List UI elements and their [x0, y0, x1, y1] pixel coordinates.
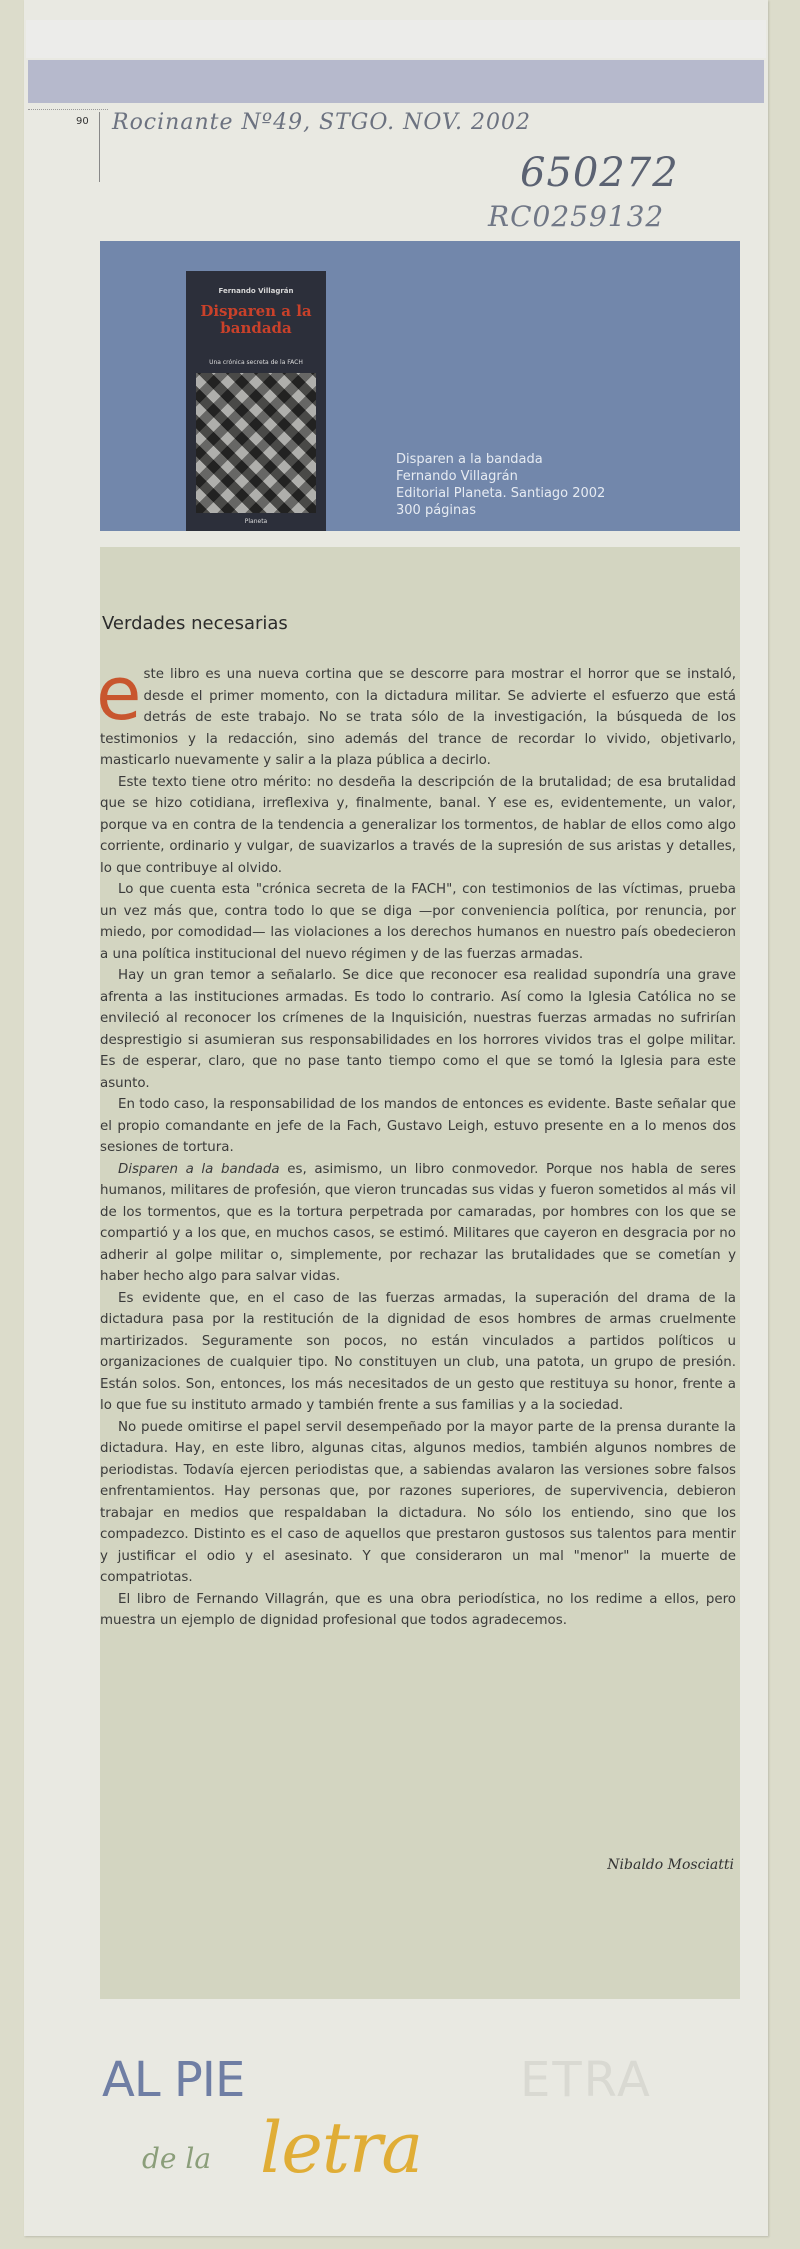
- cover-publisher: Planeta: [244, 518, 268, 525]
- article-title: Verdades necesarias: [102, 613, 288, 634]
- paragraph: Es evidente que, en el caso de las fuerzas armadas, la superación del drama de la dictadura pasa por la restitución de la dignidad de esos hombres de armas cruelmente martirizados. Seguramente son pocos, no están vinculados a partidos políticos u organizaciones de cualquier tipo. No constituyen un club, una patota, un grupo de presión. Están solos. Son, entonces, los más necesitados de un gesto que restituya su honor, frente a lo que fue su instituto armado y también frente a sus familias y a la sociedad.: [100, 1290, 736, 1413]
- handwritten-citation: Rocinante Nº49, STGO. NOV. 2002: [112, 110, 532, 135]
- sheet-top-band: [26, 20, 766, 58]
- paragraph: El libro de Fernando Villagrán, que es una obra periodística, no los redime a ellos, pero muestra un ejemplo de dignidad profesional que todos agradecemos.: [100, 1591, 736, 1628]
- book-info-box: [100, 241, 740, 531]
- book-author: Fernando Villagrán: [396, 469, 518, 484]
- paragraph-text: es, asimismo, un libro conmovedor. Porque nos habla de seres humanos, militares de profesión, que vieron truncadas sus vidas y fueron sometidos al más vil de los tormentos, que es la tortura perpetrada por camaradas, por hombres con los que se compartió y a los que, en muchos casos, se estimó. Militares que cayeron en desgracia por no adherir al golpe militar o, simplemente, por rechazar las brutalidades que se cometían y haber hecho algo para salvar vidas.: [100, 1161, 736, 1284]
- section-logo: [100, 2030, 740, 2200]
- paragraph: [100, 1159, 736, 1288]
- paragraph: [96, 651, 736, 772]
- logo-letra: letra: [260, 2107, 423, 2189]
- article-body: [96, 651, 736, 1632]
- paragraph: En todo caso, la responsabilidad de los mandos de entonces es evidente. Baste señalar que el propio comandante en jefe de la Fach, Gustavo Leigh, estuvo presente en a lo menos dos sesiones de tortura.: [100, 1097, 736, 1155]
- logo-al-pie: AL PIE: [102, 2052, 245, 2108]
- article-box: [96, 547, 740, 1999]
- book-pages: 300 páginas: [396, 503, 477, 518]
- margin-line: [99, 112, 100, 182]
- logo-ghost-text: ETRA: [520, 2052, 652, 2108]
- handwritten-code: 650272: [520, 150, 679, 196]
- book-publisher: Editorial Planeta. Santiago 2002: [396, 486, 606, 501]
- paragraph-text: ste libro es una nueva cortina que se descorre para mostrar el horror que se instaló, desde el primer momento, con la dictadura militar. Se advierte el esfuerzo que está detrás de este trabajo. No se trata sólo de la investigación, la búsqueda de los testimonios y la redacción, sino además del trance de recordar lo vivido, objetivarlo, masticarlo nuevamente y salir a la plaza pública a decirlo.: [100, 667, 736, 768]
- page-number: 90: [76, 116, 89, 127]
- cover-artwork: [196, 373, 316, 513]
- drop-cap: e: [96, 651, 142, 737]
- cover-title: Disparen a la bandada: [200, 302, 312, 337]
- book-cover-image: [186, 271, 326, 531]
- header-color-bar: [28, 60, 764, 103]
- paragraph: Lo que cuenta esta "crónica secreta de la FACH", con testimonios de las víctimas, prueba un vez más que, contra todo lo que se diga —por conveniencia política, por renuncia, por miedo, por comodidad— las violaciones a los derechos humanos en nuestro país obedecieron a una política institucional del nuevo régimen y de las fuerzas armadas.: [100, 882, 736, 962]
- author-signature: Nibaldo Mosciatti: [607, 1857, 734, 1873]
- paragraph: Este texto tiene otro mérito: no desdeña la descripción de la brutalidad; de esa brutalidad que se hizo cotidiana, irreflexiva y, finalmente, banal. Y ese es, evidentemente, un valor, porque va en contra de la tendencia a generalizar los tormentos, de hablar de ellos como algo corriente, ordinario y vulgar, de suavizarlos a través de la supresión de sus aristas y detalles, lo que contribuye al olvido.: [100, 774, 736, 876]
- dotted-rule: [28, 109, 108, 110]
- book-metadata: [396, 451, 605, 519]
- cover-subtitle: Una crónica secreta de la FACH: [209, 359, 303, 366]
- cover-author: Fernando Villagrán: [218, 287, 294, 295]
- paragraph: Hay un gran temor a señalarlo. Se dice que reconocer esa realidad supondría una grave afrenta a las instituciones armadas. Es todo lo contrario. Así como la Iglesia Católica no se envileció al reconocer los crímenes de la Inquisición, nuestras fuerzas armadas no sufrirían desprestigio si asumieran sus responsabilidades en los horrores vividos tras el golpe militar. Es de esperar, claro, que no pase tanto tiempo como el que se tomó la Iglesia para este asunto.: [100, 968, 736, 1091]
- book-title: Disparen a la bandada: [396, 452, 543, 467]
- paragraph: No puede omitirse el papel servil desempeñado por la mayor parte de la prensa durante la dictadura. Hay, en este libro, algunas citas, algunos medios, también algunos nombres de periodistas. Todavía ejercen periodistas que, a sabiendas avalaron las versiones sobre falsos enfrentamientos. Hay personas que, por razones superiores, de supervivencia, debieron trabajar en medios que respaldaban la dictadura. No sólo los entiendo, sino que los compadezco. Distinto es el caso de aquellos que prestaron gustosos sus talentos para mentir y justificar el odio y el asesinato. Y que consideraron un mal "menor" la muerte de compatriotas.: [100, 1419, 736, 1585]
- logo-de-la: de la: [142, 2142, 212, 2175]
- italic-book-title: Disparen a la bandada: [118, 1161, 280, 1177]
- handwritten-reference: RC0259132: [488, 200, 665, 233]
